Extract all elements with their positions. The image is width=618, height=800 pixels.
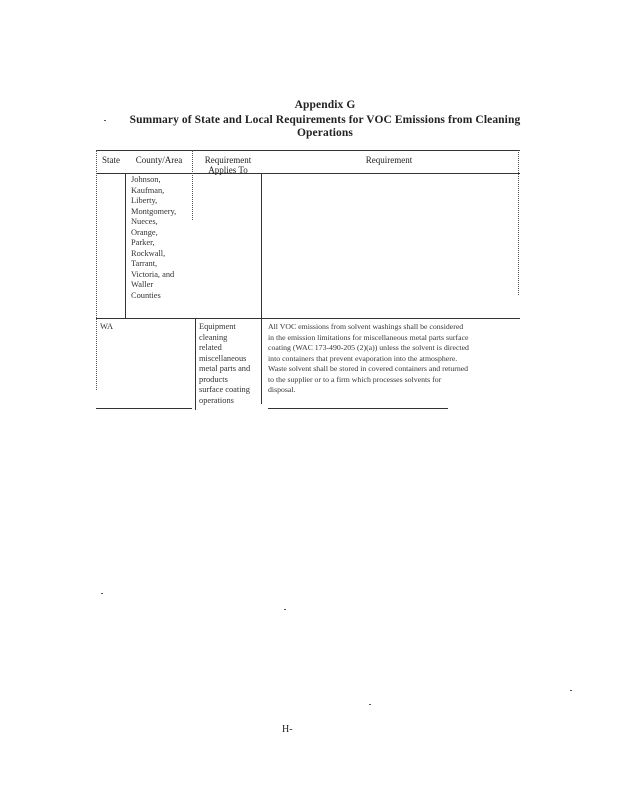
header-county-area: County/Area (135, 155, 183, 165)
table-top-rule (96, 150, 520, 151)
row2-requirement: All VOC emissions from solvent washings shall be considered in the emission limitations for miscellaneous metal parts surface coating (WAC 173-490-205 (2)(a)) unless the solvent is directed into containers that prevent evaporation into the atmosphere. Waste solvent shall be stored in covered containers and returned to the supplier or to a firm which processes solvents for disposal. (268, 322, 469, 394)
row-divider (96, 318, 520, 319)
table-bottom-rule (96, 408, 192, 409)
header-bottom-rule (96, 173, 520, 174)
scan-speck (101, 593, 103, 594)
row2-state: WA (100, 322, 114, 331)
row2-applies-to: Equipment cleaning related miscellaneous metal parts and products surface coating operations (199, 322, 251, 405)
header-applies-to: Requirement Applies To (204, 155, 252, 175)
requirement-column-divider (518, 150, 519, 295)
scan-speck (284, 609, 286, 610)
page-number: H- (282, 724, 293, 735)
state-column-divider (125, 173, 126, 318)
appendix-title-continued: Operations (297, 127, 353, 139)
appendix-heading: Appendix G (294, 99, 356, 111)
applies-column-divider (261, 174, 262, 404)
row1-county-area: Johnson, Kaufman, Liberty, Montgomery, Nueces, Orange, Parker, Rockwall, Tarrant, Victoria, and Waller Counties (131, 175, 177, 300)
table-left-border (96, 150, 97, 390)
scan-speck (369, 704, 371, 705)
table-bottom-rule-right (268, 408, 448, 409)
county-column-divider (195, 318, 196, 410)
header-state: State (102, 155, 120, 165)
scan-speck (570, 690, 572, 691)
header-requirement: Requirement (365, 155, 413, 165)
scan-speck (104, 120, 106, 121)
appendix-title: Summary of State and Local Requirements for VOC Emissions from Cleaning (129, 114, 521, 126)
requirements-table (96, 150, 520, 420)
